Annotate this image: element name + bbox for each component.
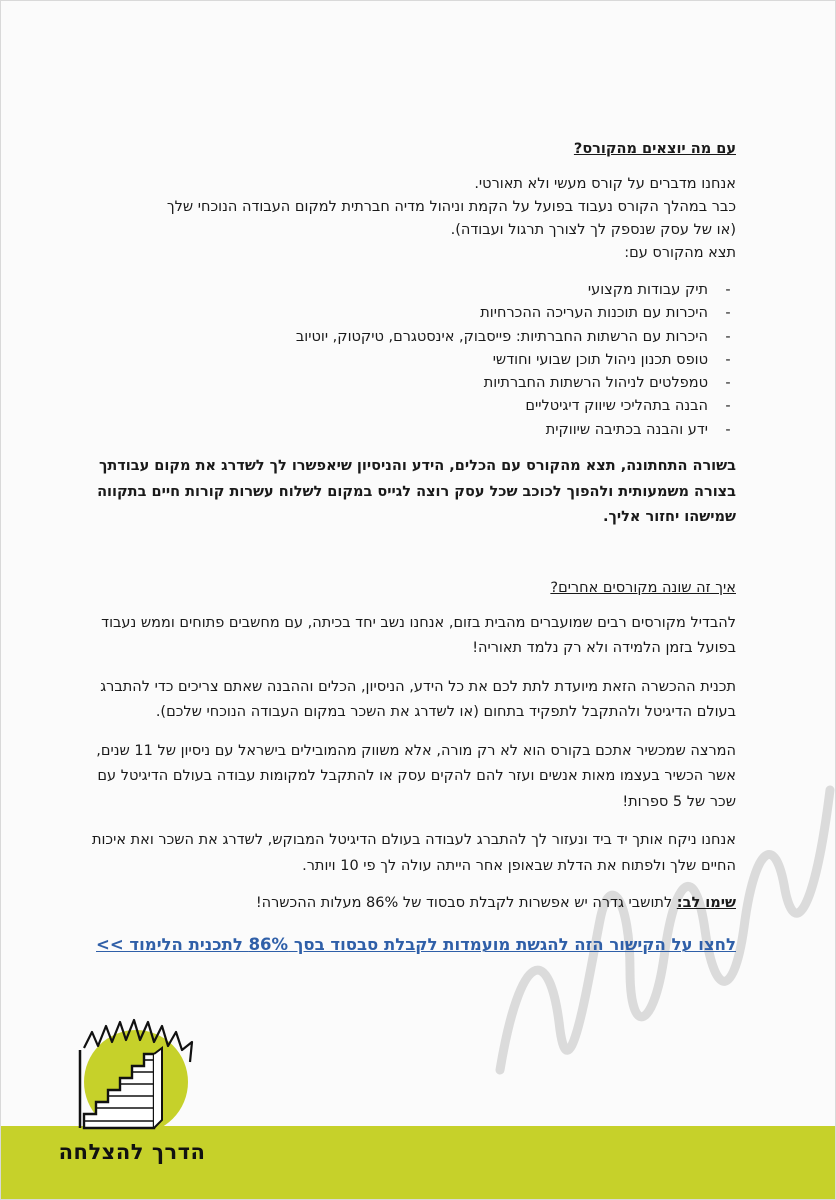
intro-line: (או של עסק שנספק לך לצורך תרגול ועבודה). [450, 222, 736, 238]
paragraph: להבדיל מקורסים רבים שמועברים מהבית בזום, אנחנו נשב יחד בכיתה, עם מחשבים פתוחים וממש נעבוד בפועל בזמן הלמידה ולא רק נלמד תאוריה! [101, 614, 736, 657]
intro-line: תצא מהקורס עם: [624, 245, 736, 261]
section-heading-outcomes: עם מה יוצאים מהקורס? [573, 141, 736, 157]
list-item-text: היכרות עם תוכנות העריכה ההכרחיות [480, 305, 708, 322]
list-item-text: טופס תכנון ניהול תוכן שבועי וחודשי [492, 351, 708, 368]
list-item: - טופס תכנון ניהול תוכן שבועי וחודשי [492, 351, 731, 368]
logo-text: הדרך להצלחה [58, 1140, 206, 1164]
list-item: - הבנה בתהליכי שיווק דיגיטליים [525, 398, 731, 415]
list-item: - היכרות עם הרשתות החברתיות: פייסבוק, אינסטגרם, טיקטוק, יוטיוב [295, 328, 731, 345]
list-item: - היכרות עם תוכנות העריכה ההכרחיות [480, 305, 731, 322]
intro-line: אנחנו מדברים על קורס מעשי ולא תאורטי. [474, 176, 736, 192]
list-item: - טמפלטים לניהול הרשתות החברתיות [483, 375, 731, 392]
list-item-text: הבנה בתהליכי שיווק דיגיטליים [525, 398, 708, 415]
section-heading-difference: איך זה שונה מקורסים אחרים? [550, 579, 736, 596]
bottom-line-paragraph: בשורה התחתונה, תצא מהקורס עם הכלים, הידע והניסיון שיאפשרו לך לשדרג את מקום עבודתך בצורה משמעותית ולהפוך לכוכב שכל עסק רוצה לגייס במקום לשלוח עשרות קורות חיים בתקווה שמישהו יחזור אליך. [97, 458, 736, 526]
paragraph: אנחנו ניקח אותך יד ביד ונעזור לך להתברג לעבודה בעולם הדיגיטל המבוקש, לשדרג את השכר ואת איכות החיים שלך ולפתוח את הדלת שבאופן אחר הייתה עולה לך פי 10 ויותר. [91, 832, 736, 874]
paragraph: תכנית ההכשרה הזאת מיועדת לתת לכם את כל הידע, הניסיון, הכלים וההבנה שאתם צריכים כדי להתברג בעולם הדיגיטל ולהתקבל לתפקיד בתחום (או לשדרג את השכר במקום העבודה הנוכחי שלכם). [100, 678, 736, 721]
list-item: - ידע והבנה בכתיבה שיווקית [545, 421, 731, 438]
list-item: - תיק עבודות מקצועי [587, 282, 731, 298]
intro-line: כבר במהלך הקורס נעבוד בפועל על הקמת וניהול מדיה חברתית למקום העבודה הנוכחי שלך [166, 199, 736, 215]
note-label: שימו לב: [676, 895, 736, 912]
list-item-text: ידע והבנה בכתיבה שיווקית [545, 421, 708, 438]
application-link[interactable]: לחצו על הקישור הזה להגשת מועמדות לקבלת סבסוד בסך 86% לתכנית הלימוד >> [96, 935, 736, 955]
paragraph: המרצה שמכשיר אתכם בקורס הוא לא רק מורה, אלא משווק מהמובילים בישראל עם ניסיון של 11 שנים, אשר הכשיר בעצמו מאות אנשים ועזר להם להקים עסק או להתקבל למקומות עבודה בעולם הדיגיטל עם שכר של 5 ספרות! [96, 742, 736, 810]
list-item-text: טמפלטים לניהול הרשתות החברתיות [483, 375, 708, 392]
list-item-text: תיק עבודות מקצועי [587, 282, 708, 298]
note-text: לתושבי גדרה יש אפשרות לקבלת סבסוד של 86% מעלות ההכשרה! [255, 895, 677, 912]
list-item-text: היכרות עם הרשתות החברתיות: פייסבוק, אינסטגרם, טיקטוק, יוטיוב [295, 328, 708, 345]
